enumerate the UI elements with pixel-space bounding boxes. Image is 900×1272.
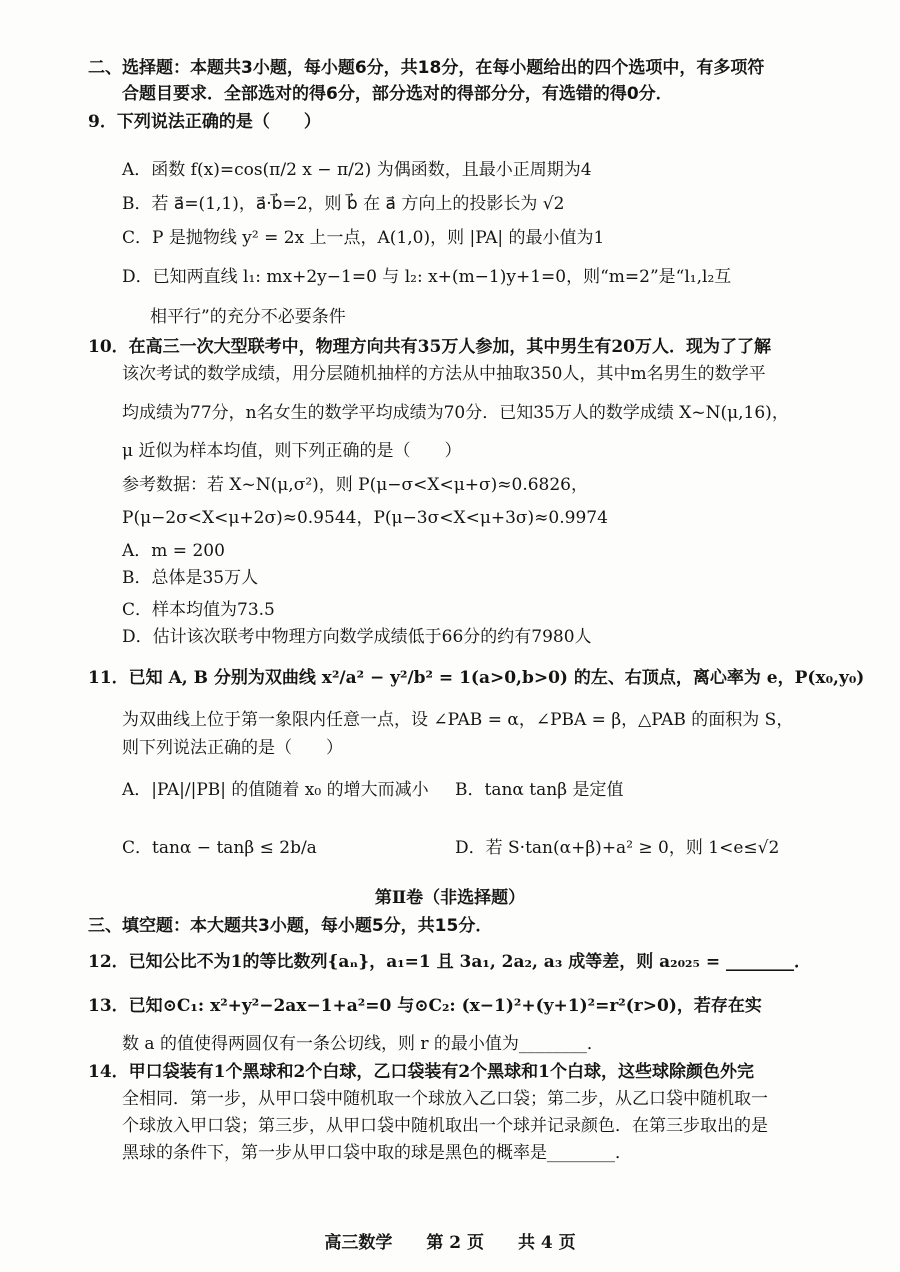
q9-stem: 9．下列说法正确的是（ ） — [88, 112, 321, 132]
part2-title: 第Ⅱ卷（非选择题） — [374, 888, 526, 908]
q9-option-a: A．函数 f(x)=cos(π/2 x − π/2) 为偶函数，且最小正周期为4 — [122, 160, 592, 180]
q10-line3: 均成绩为77分，n名女生的数学平均成绩为70分．已知35万人的数学成绩 X~N(μ,16)， — [122, 403, 789, 423]
q11-line3: 则下列说法正确的是（ ） — [122, 738, 343, 758]
q10-line2: 该次考试的数学成绩，用分层随机抽样的方法从中抽取350人，其中m名男生的数学平 — [122, 364, 766, 384]
q14-line2: 全相同．第一步，从甲口袋中随机取一个球放入乙口袋；第二步，从乙口袋中随机取一 — [122, 1089, 768, 1109]
section3-heading: 三、填空题：本大题共3小题，每小题5分，共15分． — [88, 916, 493, 936]
q14-line3: 个球放入甲口袋；第三步，从甲口袋中随机取出一个球并记录颜色．在第三步取出的是 — [122, 1116, 768, 1136]
q11-line1: 11．已知 A, B 分别为双曲线 x²/a² − y²/b² = 1(a>0,b>0) 的左、右顶点，离心率为 e，P(x₀,y₀) — [88, 668, 865, 688]
q12: 12．已知公比不为1的等比数列{aₙ}，a₁=1 且 3a₁, 2a₂, a₃ 成等差，则 a₂₀₂₅ = ________． — [88, 952, 811, 972]
q10-reference-line1: 参考数据：若 X~N(μ,σ²)，则 P(μ−σ<X<μ+σ)≈0.6826， — [122, 475, 588, 495]
q10-line4: μ 近似为样本均值，则下列正确的是（ ） — [122, 441, 462, 461]
q9-option-d-line2: 相平行”的充分不必要条件 — [150, 307, 346, 327]
q10-option-b: B．总体是35万人 — [122, 568, 259, 588]
q11-line2: 为双曲线上位于第一象限内任意一点，设 ∠PAB = α，∠PBA = β，△PAB 的面积为 S， — [122, 710, 794, 730]
q13-line1: 13．已知⊙C₁: x²+y²−2ax−1+a²=0 与⊙C₂: (x−1)²+(y+1)²=r²(r>0)，若存在实 — [88, 996, 762, 1016]
q10-option-c: C．样本均值为73.5 — [122, 600, 275, 620]
q9-option-b: B．若 a⃗=(1,1)，a⃗·b⃗=2，则 b⃗ 在 a⃗ 方向上的投影长为 √2 — [122, 194, 565, 214]
q11-option-c: C．tanα − tanβ ≤ 2b/a — [122, 838, 317, 858]
section2-heading-line1: 二、选择题：本题共3小题，每小题6分，共18分，在每小题给出的四个选项中，有多项符 — [88, 58, 765, 78]
q9-option-c: C．P 是抛物线 y² = 2x 上一点，A(1,0)，则 |PA| 的最小值为1 — [122, 228, 605, 248]
q14-line4: 黑球的条件下，第一步从甲口袋中取的球是黑色的概率是________． — [122, 1143, 632, 1163]
q11-option-a: A．|PA|/|PB| 的值随着 x₀ 的增大而减小 — [122, 780, 429, 800]
page-footer: 高三数学 第 2 页 共 4 页 — [324, 1233, 576, 1253]
q9-option-d-line1: D．已知两直线 l₁: mx+2y−1=0 与 l₂: x+(m−1)y+1=0，则“m=2”是“l₁,l₂互 — [122, 267, 732, 287]
q11-option-d: D．若 S·tan(α+β)+a² ≥ 0，则 1<e≤√2 — [455, 838, 780, 858]
q14-line1: 14．甲口袋装有1个黑球和2个白球，乙口袋装有2个黑球和1个白球，这些球除颜色外完 — [88, 1062, 754, 1082]
q10-reference-line2: P(μ−2σ<X<μ+2σ)≈0.9544，P(μ−3σ<X<μ+3σ)≈0.9974 — [122, 508, 608, 528]
q10-line1: 10．在高三一次大型联考中，物理方向共有35万人参加，其中男生有20万人．现为了了解 — [88, 337, 771, 357]
q10-option-d: D．估计该次联考中物理方向数学成绩低于66分的约有7980人 — [122, 627, 592, 647]
q13-line2: 数 a 的值使得两圆仅有一条公切线，则 r 的最小值为________． — [122, 1034, 604, 1054]
q11-option-b: B．tanα tanβ 是定值 — [455, 780, 624, 800]
section2-heading-line2: 合题目要求．全部选对的得6分，部分选对的得部分分，有选错的得0分． — [122, 84, 673, 104]
q10-option-a: A．m = 200 — [122, 541, 225, 561]
